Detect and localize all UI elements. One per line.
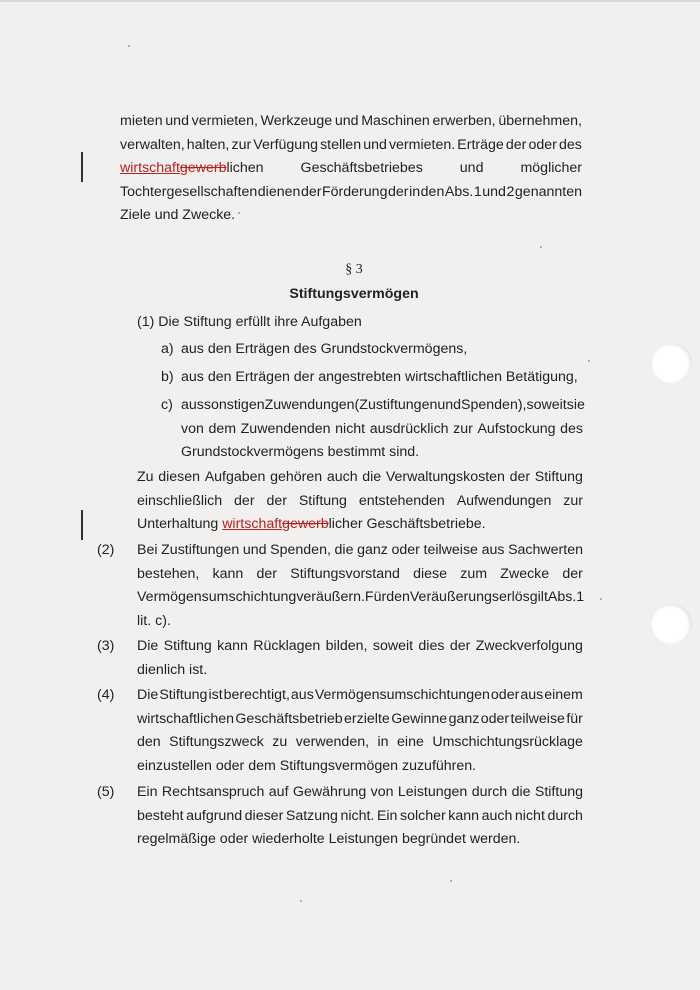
para-2-number: (2) xyxy=(97,542,115,558)
para-2-line-4 xyxy=(137,610,583,634)
word: Verwaltungskosten xyxy=(385,469,505,485)
word: Umschichtungsrücklage xyxy=(432,734,583,750)
word: durch xyxy=(471,784,508,800)
word: aus xyxy=(290,687,314,703)
word: verwalten, xyxy=(120,136,185,153)
intro-line-5-text: Ziele und Zwecke. xyxy=(120,207,236,223)
word: den xyxy=(386,589,410,605)
punch-hole-top xyxy=(652,343,692,383)
word: der xyxy=(505,136,527,153)
deleted-text: gewerb xyxy=(282,516,329,532)
word: für xyxy=(566,710,583,727)
word: zur xyxy=(453,420,473,437)
list-item-b-label: b) xyxy=(161,369,174,385)
para-3-line-1-text xyxy=(137,635,583,659)
word: in xyxy=(409,183,421,200)
word: stellen xyxy=(320,136,362,153)
word: der xyxy=(509,469,531,485)
word: Aufstockung xyxy=(477,420,556,437)
word: der xyxy=(266,492,287,509)
word: ganz xyxy=(357,542,388,558)
word: verwenden, xyxy=(295,734,370,750)
word: Zu xyxy=(137,469,154,485)
word: Zwecke xyxy=(500,565,550,582)
para-3-number: (3) xyxy=(97,638,115,654)
word: entstehenden xyxy=(358,492,445,509)
intro-line-4 xyxy=(120,181,582,205)
word: Stiftung xyxy=(159,687,208,703)
word: den xyxy=(420,183,445,200)
change-bar-para1 xyxy=(81,510,83,540)
word: Förderung xyxy=(322,183,388,200)
word: den xyxy=(137,734,161,750)
list-item-c xyxy=(181,394,583,465)
word: übernehmen, xyxy=(498,113,582,129)
word: in xyxy=(377,734,389,750)
list-item-a-label: a) xyxy=(161,341,174,357)
word: auch xyxy=(481,807,513,824)
para-5-number: (5) xyxy=(97,784,115,800)
para-3-line-2 xyxy=(137,659,583,683)
word: Gewinne xyxy=(391,710,448,727)
para-1-cont-line-1 xyxy=(137,466,583,490)
word: (Zustiftungen xyxy=(354,397,438,413)
para-4-line-2-text xyxy=(137,708,583,732)
word: mieten xyxy=(120,113,163,129)
list-item-a-text: aus den Erträgen des Grundstockvermögens, xyxy=(181,341,468,357)
word: Verfügung xyxy=(253,136,318,153)
word: der xyxy=(388,183,409,200)
word: eine xyxy=(397,734,424,750)
word: Werkzeuge xyxy=(260,113,333,129)
word: nicht. xyxy=(340,807,375,824)
word: oder xyxy=(391,542,420,558)
word: veräußern. xyxy=(296,589,365,605)
word: halten, xyxy=(186,136,230,153)
para-3-text xyxy=(137,635,583,682)
word: Stiftung xyxy=(163,638,212,654)
para-1-cont-line-3-prefix: Unterhaltung xyxy=(137,516,223,532)
word: Aufwendungen xyxy=(456,492,552,509)
para-1-cont-line-2-text xyxy=(137,490,583,514)
scan-speck xyxy=(540,246,542,248)
word: und xyxy=(363,136,387,153)
word: vermieten, xyxy=(191,113,258,129)
word: dieser xyxy=(244,807,284,824)
word: kann xyxy=(448,807,480,824)
inserted-text: wirtschaft xyxy=(120,160,180,176)
word: Stiftung xyxy=(298,492,347,509)
scan-speck xyxy=(588,360,590,362)
intro-line-3-suffix: lichen xyxy=(226,160,264,176)
para-3-line-2-text: dienlich ist. xyxy=(137,661,208,678)
word: der xyxy=(300,183,322,200)
scan-speck xyxy=(128,45,130,47)
word: Leistungen xyxy=(397,784,468,800)
top-edge-line xyxy=(0,0,700,2)
word: Stiftungsvorstand xyxy=(290,565,400,582)
word: Vermögensumschichtung xyxy=(137,589,297,605)
word: Ein xyxy=(137,784,158,800)
word: und xyxy=(437,397,462,413)
word: Maschinen xyxy=(361,113,430,129)
word: Stiftung xyxy=(534,469,583,485)
word: Zustiftungen xyxy=(161,542,240,558)
word: aus xyxy=(520,687,544,703)
word: zur xyxy=(563,492,583,509)
word: Erträge xyxy=(457,136,504,153)
para-2-line-3-text xyxy=(137,586,583,610)
para-1-cont-line-3 xyxy=(137,513,583,537)
word: ist xyxy=(208,687,223,703)
word: nicht xyxy=(514,807,545,824)
list-item-b-text: aus den Erträgen der angestrebten wirtschaftlichen Betätigung, xyxy=(181,369,578,385)
para-4-line-3-text xyxy=(137,731,583,755)
word: Ein xyxy=(376,807,398,824)
word: nicht xyxy=(335,420,366,437)
word: Stiftungszweck xyxy=(169,734,264,750)
para-4-line-2 xyxy=(137,708,583,732)
word: 1 xyxy=(576,589,585,605)
word: einem xyxy=(544,687,583,703)
word: erwerben, xyxy=(432,113,496,129)
word: gilt xyxy=(529,589,548,605)
word: aufgrund xyxy=(186,807,243,824)
word: Abs. xyxy=(547,589,577,605)
word: Spenden), xyxy=(461,397,527,413)
list-item-c-line-2-text xyxy=(181,418,583,442)
list-item-c-line-2 xyxy=(181,418,583,442)
deleted-text: gewerb xyxy=(179,160,227,176)
word: von xyxy=(181,420,204,437)
word: diese xyxy=(413,565,448,582)
word: der xyxy=(234,492,255,509)
inserted-text: wirtschaft xyxy=(222,516,283,532)
para-3-line-1 xyxy=(137,635,583,659)
word: Bei xyxy=(137,542,158,558)
word: Tochtergesellschaften xyxy=(120,183,258,200)
para-5-line-2 xyxy=(137,805,583,829)
word: aus xyxy=(181,397,204,413)
word: 1 xyxy=(473,183,482,200)
word: ganz xyxy=(448,710,480,727)
word: soweit xyxy=(526,397,567,413)
section-title: Stiftungsvermögen xyxy=(289,286,419,302)
word: Veräußerungserlös xyxy=(409,589,530,605)
intro-line-3-word-3: und xyxy=(459,160,484,176)
para-1-label: (1) Die Stiftung erfüllt ihre Aufgaben xyxy=(137,314,362,330)
para-5-text xyxy=(137,781,583,852)
intro-paragraph xyxy=(120,110,582,228)
para-5-line-2-text xyxy=(137,805,583,829)
word: Stiftung xyxy=(534,784,583,800)
para-1-cont-line-1-text xyxy=(137,466,583,490)
para-4-line-3 xyxy=(137,731,583,755)
punch-hole-bottom xyxy=(652,604,692,644)
para-5-line-1-text xyxy=(137,781,583,805)
word: Spenden, xyxy=(270,542,331,558)
word: 2 xyxy=(506,183,515,200)
intro-line-3-word-4: möglicher xyxy=(520,160,582,176)
para-1-cont-line-3-suffix: licher Geschäftsbetriebe. xyxy=(328,516,486,532)
list-item-b xyxy=(161,366,581,390)
intro-line-2 xyxy=(120,134,582,158)
word: auf xyxy=(268,784,289,800)
word: Geschäftsbetrieb xyxy=(235,710,343,727)
word: Zuwendungen xyxy=(264,397,355,413)
word: die xyxy=(511,784,531,800)
word: einschließlich xyxy=(137,492,223,509)
word: Satzung xyxy=(285,807,338,824)
scan-speck xyxy=(450,880,452,882)
word: die xyxy=(334,542,354,558)
word: zur xyxy=(231,136,252,153)
word: oder xyxy=(490,687,520,703)
intro-line-1-text xyxy=(120,110,582,134)
word: Rücklagen xyxy=(253,638,321,654)
word: oder xyxy=(480,710,510,727)
word: durch xyxy=(547,807,583,824)
list-item-c-line-1 xyxy=(181,394,583,418)
para-2-line-1 xyxy=(137,539,583,563)
word: bestehen, xyxy=(137,565,200,582)
word: der xyxy=(449,638,471,654)
word: ausdrücklich xyxy=(369,420,449,437)
para-2-line-2-text xyxy=(137,563,583,587)
para-4-line-1 xyxy=(137,684,583,708)
intro-line-2-text xyxy=(120,134,582,158)
word: und xyxy=(482,183,506,200)
word: sonstigen xyxy=(203,397,265,413)
word: Rechtsanspruch xyxy=(161,784,265,800)
word: genannten xyxy=(514,183,582,200)
word: dem xyxy=(208,420,237,437)
word: soweit xyxy=(372,638,414,654)
scan-speck xyxy=(600,598,602,600)
word: teilweise xyxy=(423,542,478,558)
word: Die xyxy=(137,687,159,703)
word: teilweise xyxy=(510,710,565,727)
para-4-text xyxy=(137,684,583,778)
para-2-line-2 xyxy=(137,563,583,587)
word: Vermögensumschichtungen xyxy=(314,687,490,703)
para-2-line-3 xyxy=(137,586,583,610)
word: Sachwerten xyxy=(508,542,583,558)
word: zu xyxy=(272,734,288,750)
para-4-number: (4) xyxy=(97,687,115,703)
word: gehören xyxy=(270,469,323,485)
word: kann xyxy=(217,638,248,654)
intro-line-3-word-2: Geschäftsbetriebes xyxy=(300,160,423,176)
intro-line-5 xyxy=(120,204,582,228)
word: wirtschaftlichen xyxy=(137,710,234,727)
word: Die xyxy=(137,638,159,654)
word: bilden, xyxy=(325,638,368,654)
word: berechtigt, xyxy=(223,687,290,703)
para-2-line-1-text xyxy=(137,539,583,563)
word: vermieten. xyxy=(388,136,456,153)
word: Abs. xyxy=(444,183,474,200)
para-4-line-4-text: einzustellen oder dem Stiftungsvermögen zuzuführen. xyxy=(137,757,477,774)
list-item-a xyxy=(161,338,581,362)
para-2-text xyxy=(137,539,583,633)
word: der xyxy=(562,565,583,582)
intro-line-4-text xyxy=(120,181,582,205)
para-1-continuation xyxy=(137,466,583,537)
para-2-line-4-text: lit. c). xyxy=(137,612,171,629)
word: auch xyxy=(326,469,358,485)
list-item-c-line-3-text: Grundstockvermögens bestimmt sind. xyxy=(181,444,420,460)
list-item-c-line-1-text xyxy=(181,394,583,418)
para-4-line-1-text xyxy=(137,684,583,708)
section-number: § 3 xyxy=(345,262,363,277)
word: diesen xyxy=(158,469,201,485)
word: Für xyxy=(364,589,387,605)
word: sie xyxy=(566,397,585,413)
word: der xyxy=(256,565,278,582)
word: des xyxy=(560,420,583,437)
word: erzielte xyxy=(344,710,390,727)
word: Gewährung xyxy=(292,784,367,800)
word: des xyxy=(559,136,582,153)
para-5-line-3-text: regelmäßige oder wiederholte Leistungen begründet werden. xyxy=(137,831,521,847)
word: oder xyxy=(528,136,557,153)
word: besteht xyxy=(137,807,184,824)
word: von xyxy=(370,784,394,800)
word: die xyxy=(362,469,382,485)
para-5-line-1 xyxy=(137,781,583,805)
scan-speck xyxy=(300,900,302,902)
word: Aufgaben xyxy=(204,469,266,485)
word: dies xyxy=(418,638,445,654)
word: Zuwendenden xyxy=(240,420,331,437)
word: zum xyxy=(460,565,488,582)
para-1-cont-line-2 xyxy=(137,490,583,514)
para-5-line-3 xyxy=(137,828,583,852)
word: solcher xyxy=(400,807,446,824)
word: aus xyxy=(481,542,505,558)
word: und xyxy=(165,113,189,129)
list-item-c-label: c) xyxy=(161,397,173,413)
para-4-line-4 xyxy=(137,755,583,779)
list-item-c-line-3 xyxy=(181,441,583,465)
word: dienen xyxy=(257,183,301,200)
scan-speck xyxy=(238,212,240,214)
word: Zweckverfolgung xyxy=(475,638,583,654)
word: und xyxy=(242,542,267,558)
word: und xyxy=(334,113,359,129)
intro-line-3-word-1 xyxy=(120,157,264,181)
word: kann xyxy=(212,565,244,582)
intro-line-3 xyxy=(120,157,582,181)
intro-line-1 xyxy=(120,110,582,134)
change-bar-intro xyxy=(81,152,83,182)
